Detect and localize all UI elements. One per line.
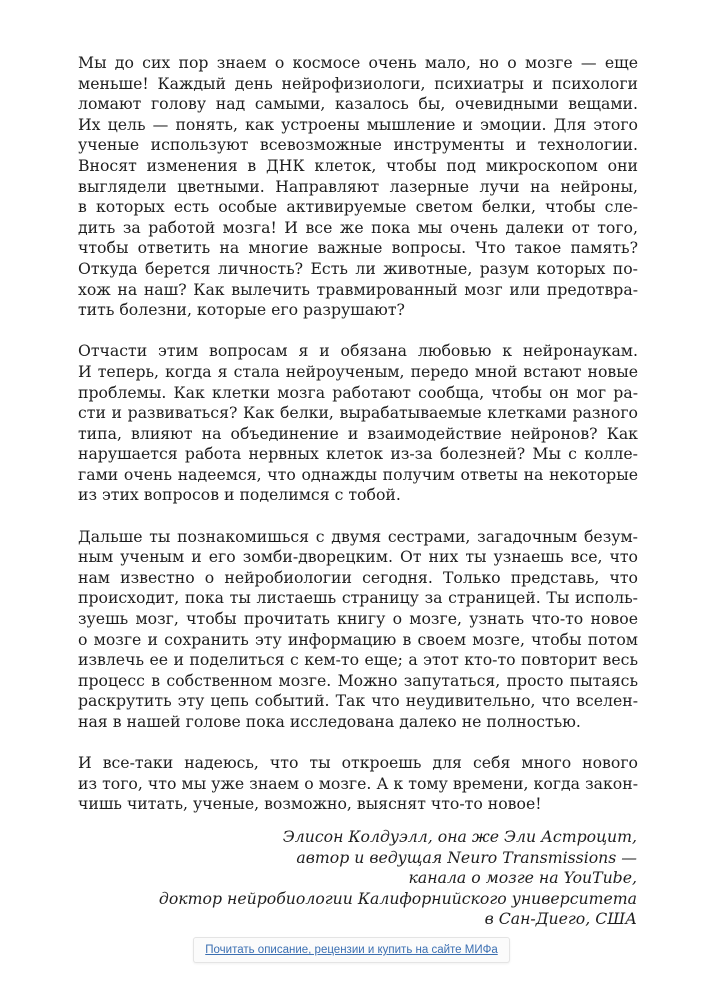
text-line: типа, влияют на объединение и взаимодействие нейронов? Как bbox=[78, 423, 638, 443]
text-line: тить болезни, которые его разрушают? bbox=[78, 300, 405, 320]
text-line: Их цель — понять, как устроены мышление и эмоции. Для этого bbox=[78, 114, 638, 134]
signature-line: канала о мозге на YouTube, bbox=[408, 868, 637, 888]
paragraph-2 bbox=[78, 341, 638, 506]
store-link-button[interactable]: Почитать описание, рецензии и купить на сайте МИФа bbox=[193, 937, 510, 963]
text-line: нам известно о нейробиологии сегодня. Только представь, что bbox=[78, 567, 638, 587]
signature-line: Элисон Колдуэлл, она же Эли Астроцит, bbox=[282, 827, 637, 846]
text-line: нарушается работа нервных клеток из-за болезней? Мы с колле- bbox=[78, 444, 638, 464]
signature-line: в Сан-Диего, США bbox=[484, 909, 637, 929]
text-line: из этих вопросов и поделимся с тобой. bbox=[78, 485, 401, 505]
text-line: Отчасти этим вопросам я и обязана любовью к нейронаукам. bbox=[78, 341, 638, 361]
paragraph-4 bbox=[78, 753, 638, 815]
body-text bbox=[78, 53, 638, 836]
text-line: Вносят изменения в ДНК клеток, чтобы под микроскопом они bbox=[78, 155, 638, 175]
text-line: ным ученым и его зомби-дворецким. От них ты узнаешь все, что bbox=[78, 547, 638, 567]
text-line: сти и развиваться? Как белки, вырабатываемые клетками разного bbox=[78, 403, 638, 423]
text-line: в которых есть особые активируемые светом белки, чтобы сле- bbox=[78, 197, 638, 217]
text-line: ученые используют всевозможные инструменты и технологии. bbox=[78, 135, 638, 155]
text-line: гами очень надеемся, что однажды получим ответы на некоторые bbox=[78, 464, 638, 484]
text-line: хож на наш? Как вылечить травмированный мозг или предотвра- bbox=[78, 279, 638, 299]
signature-line: доктор нейробиологии Калифорнийского университета bbox=[158, 888, 637, 908]
text-line: чишь читать, ученые, возможно, выяснят что-то новое! bbox=[78, 794, 542, 814]
text-line: раскрутить эту цепь событий. Так что неудивительно, что вселен- bbox=[78, 691, 638, 711]
text-line: о мозге и сохранить эту информацию в своем мозге, чтобы потом bbox=[78, 629, 638, 649]
text-line: проблемы. Как клетки мозга работают сообща, чтобы он мог ра- bbox=[78, 382, 638, 402]
text-line: Мы до сих пор знаем о космосе очень мало, но о мозге — еще bbox=[78, 53, 638, 72]
text-line: выглядели цветными. Направляют лазерные лучи на нейроны, bbox=[78, 176, 638, 196]
text-line: ная в нашей голове пока исследована далеко не полностью. bbox=[78, 712, 581, 731]
text-line: Откуда берется личность? Есть ли животные, разум которых по- bbox=[78, 258, 638, 278]
author-signature bbox=[159, 827, 637, 930]
paragraph-1 bbox=[78, 53, 638, 321]
text-line: дить за работой мозга! И все же пока мы очень далеки от того, bbox=[78, 217, 638, 237]
text-line: И все-таки надеюсь, что ты откроешь для себя много нового bbox=[78, 753, 638, 773]
text-line: меньше! Каждый день нейрофизиологи, психиатры и психологи bbox=[78, 73, 638, 93]
text-line: извлечь ее и поделиться с кем-то еще; а этот кто-то повторит весь bbox=[78, 650, 638, 670]
text-line: И теперь, когда я стала нейроученым, передо мной встают новые bbox=[78, 361, 638, 381]
text-line: происходит, пока ты листаешь страницу за страницей. Ты исполь- bbox=[78, 588, 638, 608]
text-line: ломают голову над самыми, казалось бы, очевидными вещами. bbox=[78, 94, 638, 114]
signature-line: автор и ведущая Neuro Transmissions — bbox=[296, 847, 637, 867]
text-line: Дальше ты познакомишься с двумя сестрами, загадочным безум- bbox=[78, 526, 638, 546]
text-line: чтобы ответить на многие важные вопросы. Что такое память? bbox=[78, 238, 638, 258]
paragraph-3 bbox=[78, 527, 638, 733]
text-line: процесс в собственном мозге. Можно запутаться, просто пытаясь bbox=[78, 670, 638, 690]
text-line: из того, что мы уже знаем о мозге. А к тому времени, когда закон- bbox=[78, 773, 638, 793]
text-line: зуешь мозг, чтобы прочитать книгу о мозге, узнать что-то новое bbox=[78, 609, 638, 629]
